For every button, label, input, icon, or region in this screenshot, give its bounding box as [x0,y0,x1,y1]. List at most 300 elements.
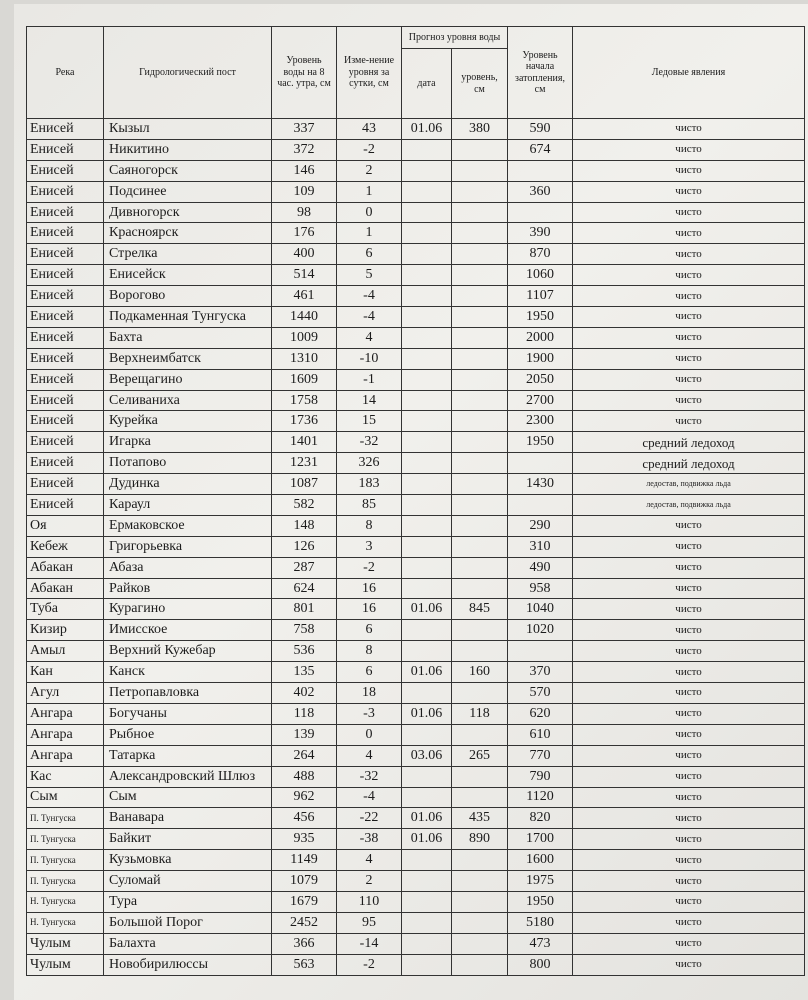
post-cell: Кузьмовка [104,850,272,871]
post-cell: Татарка [104,745,272,766]
change-cell: 4 [337,327,402,348]
change-cell: 0 [337,724,402,745]
post-cell: Петропавловка [104,683,272,704]
forecast-date-cell: 01.06 [402,829,452,850]
post-cell: Караул [104,495,272,516]
post-cell: Подкаменная Тунгуска [104,307,272,328]
river-cell: Туба [27,599,104,620]
ice-cell: ледостав, подвижка льда [573,495,805,516]
change-cell: -3 [337,703,402,724]
change-cell: -2 [337,954,402,975]
table-row [27,327,805,348]
header-level: Уровень воды на 8 час. утра, см [272,27,337,119]
flood-level-cell: 1950 [508,307,573,328]
flood-level-cell: 800 [508,954,573,975]
level-cell: 372 [272,139,337,160]
level-cell: 2452 [272,912,337,933]
level-cell: 148 [272,515,337,536]
forecast-level-cell: 160 [452,662,508,683]
flood-level-cell [508,453,573,474]
flood-level-cell: 610 [508,724,573,745]
change-cell: 15 [337,411,402,432]
table-row [27,307,805,328]
river-cell: Енисей [27,432,104,453]
forecast-level-cell [452,557,508,578]
post-cell: Верхний Кужебар [104,641,272,662]
river-cell: Чулым [27,954,104,975]
forecast-level-cell [452,307,508,328]
ice-cell: чисто [573,850,805,871]
change-cell: 18 [337,683,402,704]
post-cell: Александровский Шлюз [104,766,272,787]
river-cell: Ангара [27,724,104,745]
forecast-level-cell [452,286,508,307]
flood-level-cell: 1975 [508,871,573,892]
forecast-level-cell [452,620,508,641]
level-cell: 118 [272,703,337,724]
change-cell: 16 [337,578,402,599]
forecast-date-cell [402,871,452,892]
header-flood-level: Уровень начала затопления, см [508,27,573,119]
post-cell: Верещагино [104,369,272,390]
river-cell: Кебеж [27,536,104,557]
table-row [27,265,805,286]
post-cell: Балахта [104,933,272,954]
forecast-date-cell: 01.06 [402,662,452,683]
level-cell: 1401 [272,432,337,453]
level-cell: 582 [272,495,337,516]
forecast-date-cell [402,641,452,662]
ice-cell: чисто [573,265,805,286]
level-cell: 1310 [272,348,337,369]
post-cell: Курейка [104,411,272,432]
river-cell: Енисей [27,411,104,432]
ice-cell: чисто [573,307,805,328]
header-change: Изме-нение уровня за сутки, см [337,27,402,119]
river-cell: Енисей [27,119,104,140]
level-cell: 135 [272,662,337,683]
river-cell: Енисей [27,307,104,328]
river-cell: Чулым [27,933,104,954]
post-cell: Красноярск [104,223,272,244]
forecast-level-cell: 265 [452,745,508,766]
forecast-date-cell [402,495,452,516]
table-row [27,348,805,369]
river-cell: Енисей [27,390,104,411]
level-cell: 400 [272,244,337,265]
forecast-level-cell: 435 [452,808,508,829]
level-cell: 1231 [272,453,337,474]
table-row [27,160,805,181]
river-cell: Сым [27,787,104,808]
table-row [27,557,805,578]
river-cell: Н. Тунгуска [27,891,104,912]
forecast-level-cell [452,265,508,286]
post-cell: Саяногорск [104,160,272,181]
flood-level-cell: 360 [508,181,573,202]
forecast-level-cell [452,787,508,808]
forecast-level-cell [452,515,508,536]
forecast-date-cell [402,181,452,202]
ice-cell: чисто [573,578,805,599]
river-cell: Енисей [27,369,104,390]
table-row [27,787,805,808]
level-cell: 402 [272,683,337,704]
ice-cell: чисто [573,766,805,787]
table-body [27,119,805,976]
table-row [27,244,805,265]
forecast-level-cell: 845 [452,599,508,620]
flood-level-cell: 290 [508,515,573,536]
forecast-level-cell [452,495,508,516]
post-cell: Дудинка [104,474,272,495]
level-cell: 962 [272,787,337,808]
forecast-level-cell [452,871,508,892]
post-cell: Енисейск [104,265,272,286]
table-row [27,829,805,850]
table-row [27,119,805,140]
forecast-level-cell [452,139,508,160]
change-cell: -4 [337,286,402,307]
table-row [27,411,805,432]
forecast-date-cell [402,202,452,223]
change-cell: -1 [337,369,402,390]
forecast-level-cell: 890 [452,829,508,850]
ice-cell: чисто [573,348,805,369]
river-cell: Оя [27,515,104,536]
post-cell: Суломай [104,871,272,892]
table-row [27,369,805,390]
ice-cell: чисто [573,641,805,662]
river-cell: Енисей [27,453,104,474]
ice-cell: чисто [573,557,805,578]
forecast-level-cell [452,641,508,662]
change-cell: 2 [337,160,402,181]
post-cell: Большой Порог [104,912,272,933]
table-row [27,390,805,411]
forecast-date-cell [402,390,452,411]
level-cell: 1079 [272,871,337,892]
forecast-level-cell [452,369,508,390]
forecast-date-cell [402,474,452,495]
change-cell: -32 [337,432,402,453]
river-cell: Енисей [27,139,104,160]
header-forecast-date: дата [402,49,452,119]
water-level-table [26,26,805,976]
forecast-date-cell [402,724,452,745]
ice-cell: чисто [573,933,805,954]
table-row [27,181,805,202]
forecast-date-cell [402,536,452,557]
ice-cell: ледостав, подвижка льда [573,474,805,495]
change-cell: 1 [337,181,402,202]
table-row [27,515,805,536]
forecast-date-cell [402,766,452,787]
forecast-date-cell [402,620,452,641]
table-row [27,139,805,160]
flood-level-cell: 1600 [508,850,573,871]
level-cell: 176 [272,223,337,244]
post-cell: Стрелка [104,244,272,265]
level-cell: 98 [272,202,337,223]
flood-level-cell: 310 [508,536,573,557]
change-cell: 85 [337,495,402,516]
change-cell: -22 [337,808,402,829]
flood-level-cell: 590 [508,119,573,140]
table-row [27,808,805,829]
post-cell: Верхнеимбатск [104,348,272,369]
post-cell: Дивногорск [104,202,272,223]
header-forecast: Прогноз уровня воды [402,27,508,49]
flood-level-cell: 390 [508,223,573,244]
river-cell: Енисей [27,160,104,181]
flood-level-cell: 1120 [508,787,573,808]
table-row [27,871,805,892]
change-cell: -4 [337,307,402,328]
forecast-level-cell [452,202,508,223]
ice-cell: чисто [573,724,805,745]
change-cell: 2 [337,871,402,892]
forecast-level-cell [452,432,508,453]
river-cell: П. Тунгуска [27,829,104,850]
river-cell: Кас [27,766,104,787]
ice-cell: чисто [573,871,805,892]
flood-level-cell: 1060 [508,265,573,286]
river-cell: Н. Тунгуска [27,912,104,933]
level-cell: 461 [272,286,337,307]
flood-level-cell [508,495,573,516]
level-cell: 456 [272,808,337,829]
forecast-level-cell [452,912,508,933]
table-row [27,766,805,787]
table-row [27,453,805,474]
forecast-level-cell [452,766,508,787]
river-cell: Абакан [27,557,104,578]
change-cell: -32 [337,766,402,787]
ice-cell: чисто [573,202,805,223]
table-row [27,662,805,683]
flood-level-cell: 770 [508,745,573,766]
post-cell: Байкит [104,829,272,850]
flood-level-cell: 620 [508,703,573,724]
level-cell: 624 [272,578,337,599]
table-row [27,620,805,641]
ice-cell: чисто [573,787,805,808]
level-cell: 1149 [272,850,337,871]
forecast-date-cell [402,515,452,536]
table-row [27,432,805,453]
table-row [27,223,805,244]
ice-cell: средний ледоход [573,432,805,453]
level-cell: 801 [272,599,337,620]
flood-level-cell: 870 [508,244,573,265]
change-cell: 3 [337,536,402,557]
change-cell: 110 [337,891,402,912]
forecast-level-cell [452,160,508,181]
table-row [27,912,805,933]
level-cell: 1440 [272,307,337,328]
ice-cell: чисто [573,223,805,244]
post-cell: Райков [104,578,272,599]
river-cell: П. Тунгуска [27,850,104,871]
change-cell: 14 [337,390,402,411]
table-row [27,474,805,495]
forecast-level-cell [452,683,508,704]
level-cell: 1009 [272,327,337,348]
forecast-date-cell: 01.06 [402,599,452,620]
table-row [27,703,805,724]
level-cell: 488 [272,766,337,787]
post-cell: Потапово [104,453,272,474]
level-cell: 1736 [272,411,337,432]
forecast-level-cell [452,181,508,202]
forecast-date-cell [402,348,452,369]
forecast-date-cell [402,265,452,286]
flood-level-cell: 1900 [508,348,573,369]
forecast-level-cell [452,348,508,369]
forecast-level-cell [452,954,508,975]
header-forecast-level: уровень, см [452,49,508,119]
river-cell: Енисей [27,244,104,265]
ice-cell: чисто [573,160,805,181]
change-cell: 8 [337,641,402,662]
forecast-date-cell: 01.06 [402,703,452,724]
ice-cell: чисто [573,808,805,829]
table-row [27,724,805,745]
ice-cell: чисто [573,662,805,683]
flood-level-cell: 1430 [508,474,573,495]
ice-cell: чисто [573,536,805,557]
flood-level-cell: 2050 [508,369,573,390]
ice-cell: чисто [573,891,805,912]
level-cell: 139 [272,724,337,745]
forecast-date-cell [402,432,452,453]
table-row [27,286,805,307]
forecast-level-cell [452,578,508,599]
ice-cell: чисто [573,954,805,975]
ice-cell: чисто [573,244,805,265]
table-row [27,578,805,599]
flood-level-cell: 958 [508,578,573,599]
ice-cell: чисто [573,620,805,641]
level-cell: 1087 [272,474,337,495]
level-cell: 1758 [272,390,337,411]
flood-level-cell: 570 [508,683,573,704]
forecast-date-cell [402,223,452,244]
level-cell: 366 [272,933,337,954]
change-cell: -2 [337,139,402,160]
level-cell: 536 [272,641,337,662]
post-cell: Бахта [104,327,272,348]
forecast-level-cell [452,850,508,871]
document-sheet [14,4,808,1000]
post-cell: Селиваниха [104,390,272,411]
ice-cell: чисто [573,139,805,160]
header-river: Река [27,27,104,119]
forecast-level-cell [452,474,508,495]
forecast-date-cell [402,954,452,975]
river-cell: Енисей [27,348,104,369]
forecast-date-cell [402,244,452,265]
change-cell: 43 [337,119,402,140]
forecast-date-cell [402,411,452,432]
level-cell: 146 [272,160,337,181]
post-cell: Новобирилюссы [104,954,272,975]
level-cell: 1609 [272,369,337,390]
river-cell: Енисей [27,327,104,348]
river-cell: Енисей [27,495,104,516]
post-cell: Никитино [104,139,272,160]
forecast-date-cell [402,327,452,348]
ice-cell: чисто [573,369,805,390]
change-cell: 6 [337,620,402,641]
post-cell: Сым [104,787,272,808]
ice-cell: чисто [573,703,805,724]
forecast-level-cell [452,536,508,557]
river-cell: Кан [27,662,104,683]
table-row [27,202,805,223]
forecast-date-cell [402,933,452,954]
ice-cell: чисто [573,599,805,620]
ice-cell: чисто [573,745,805,766]
flood-level-cell: 1950 [508,891,573,912]
flood-level-cell [508,641,573,662]
change-cell: 6 [337,244,402,265]
forecast-date-cell: 01.06 [402,808,452,829]
forecast-date-cell [402,578,452,599]
header-post: Гидрологический пост [104,27,272,119]
post-cell: Курагино [104,599,272,620]
forecast-date-cell [402,850,452,871]
river-cell: Ангара [27,745,104,766]
post-cell: Тура [104,891,272,912]
forecast-date-cell [402,453,452,474]
table-row [27,891,805,912]
river-cell: Енисей [27,223,104,244]
flood-level-cell: 473 [508,933,573,954]
forecast-level-cell: 118 [452,703,508,724]
change-cell: 326 [337,453,402,474]
table-row [27,641,805,662]
change-cell: 1 [337,223,402,244]
forecast-level-cell [452,891,508,912]
river-cell: П. Тунгуска [27,871,104,892]
river-cell: Агул [27,683,104,704]
table-row [27,683,805,704]
flood-level-cell: 370 [508,662,573,683]
level-cell: 514 [272,265,337,286]
forecast-level-cell [452,933,508,954]
level-cell: 758 [272,620,337,641]
flood-level-cell [508,202,573,223]
post-cell: Рыбное [104,724,272,745]
river-cell: Ангара [27,703,104,724]
forecast-level-cell [452,223,508,244]
forecast-level-cell [452,724,508,745]
table-row [27,933,805,954]
flood-level-cell: 820 [508,808,573,829]
river-cell: Енисей [27,286,104,307]
forecast-date-cell [402,557,452,578]
header-ice: Ледовые явления [573,27,805,119]
post-cell: Подсинее [104,181,272,202]
forecast-level-cell [452,411,508,432]
forecast-date-cell [402,139,452,160]
river-cell: П. Тунгуска [27,808,104,829]
forecast-level-cell [452,390,508,411]
post-cell: Ворогово [104,286,272,307]
post-cell: Ванавара [104,808,272,829]
